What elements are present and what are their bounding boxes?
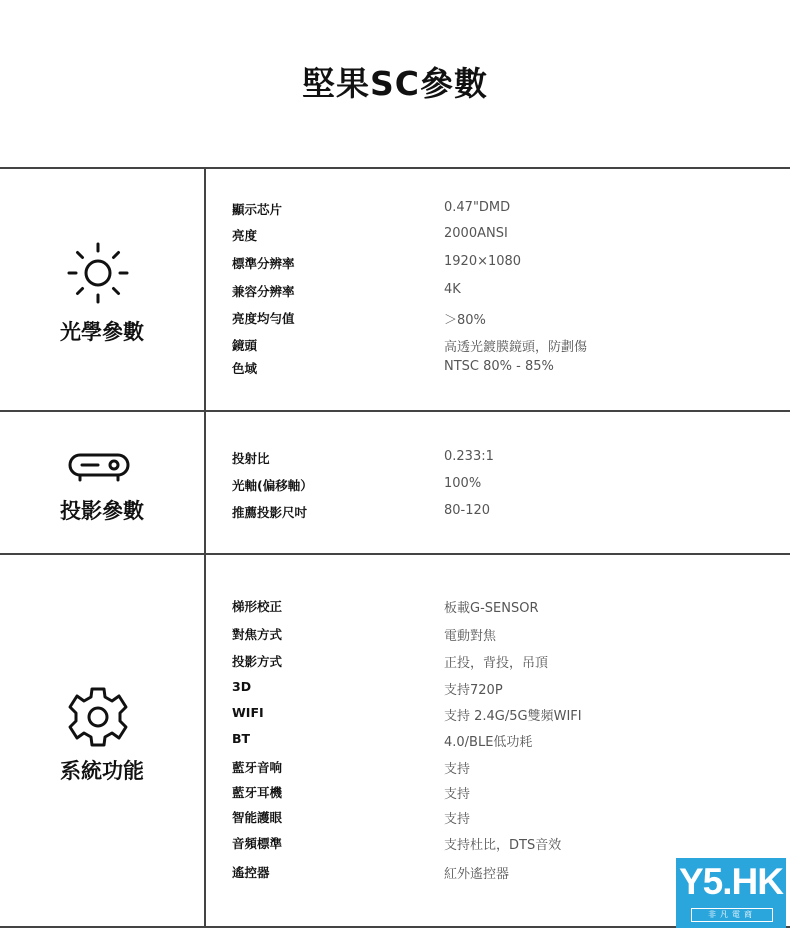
spec-row	[232, 758, 772, 778]
spec-key: 遙控器	[232, 865, 270, 880]
spec-row	[232, 834, 772, 854]
spec-row	[232, 808, 772, 828]
spec-key: 投影方式	[232, 654, 283, 669]
spec-value: 支持	[444, 787, 471, 802]
spec-value: 1920×1080	[444, 254, 522, 269]
spec-key: 梯形校正	[232, 599, 283, 614]
spec-key: 藍牙耳機	[232, 785, 283, 800]
spec-row	[232, 226, 772, 246]
spec-row	[232, 449, 772, 469]
sun-icon	[65, 240, 131, 306]
spec-row	[232, 359, 772, 379]
spec-value: 4K	[444, 282, 461, 297]
spec-row	[232, 597, 772, 617]
spec-key: 音頻標準	[232, 836, 283, 851]
spec-key: 智能護眼	[232, 810, 283, 825]
spec-key: 對焦方式	[232, 627, 283, 642]
spec-row	[232, 254, 772, 274]
spec-value: NTSC 80% - 85%	[444, 359, 554, 374]
spec-value: 4.0/BLE低功耗	[444, 735, 533, 750]
spec-key: 色域	[232, 361, 258, 376]
spec-value: 100%	[444, 476, 482, 491]
spec-row	[232, 625, 772, 645]
spec-value: 80-120	[444, 503, 491, 518]
spec-row	[232, 200, 772, 220]
spec-key: 鏡頭	[232, 338, 258, 353]
spec-value: 支持720P	[444, 683, 503, 698]
projector-icon	[68, 450, 130, 482]
spec-key: 推薦投影尺吋	[232, 505, 308, 520]
section-label-optical: 光學參數	[60, 320, 144, 344]
section-label-projection: 投影參數	[60, 499, 144, 523]
watermark-logo-subtext: 非凡電商	[691, 908, 773, 922]
gear-icon	[64, 683, 132, 751]
spec-row	[232, 309, 772, 329]
column-divider	[204, 167, 206, 928]
spec-value: 電動對焦	[444, 629, 497, 644]
spec-value: 支持	[444, 762, 471, 777]
spec-key: 光軸(偏移軸）	[232, 478, 313, 493]
spec-value: 0.233:1	[444, 449, 494, 464]
spec-key: 兼容分辨率	[232, 284, 295, 299]
watermark-logo-text: Y5.HK	[679, 861, 783, 902]
page-title: 堅果SC參數	[302, 64, 488, 103]
spec-value: 支持杜比，DTS音效	[444, 838, 562, 853]
divider-bottom	[0, 926, 790, 928]
spec-row	[232, 282, 772, 302]
spec-key: BT	[232, 731, 251, 746]
spec-row	[232, 503, 772, 523]
spec-value: ＞80%	[444, 313, 486, 328]
spec-value: 支持 2.4G/5G雙頻WIFI	[444, 709, 582, 724]
spec-row	[232, 731, 772, 751]
watermark-logo	[676, 858, 786, 928]
spec-key: 投射比	[232, 451, 270, 466]
divider-1	[0, 410, 790, 412]
spec-key: 3D	[232, 679, 252, 694]
spec-key: 亮度	[232, 228, 258, 243]
spec-row	[232, 783, 772, 803]
divider-2	[0, 553, 790, 555]
spec-key: 亮度均勻值	[232, 311, 295, 326]
spec-value: 紅外遙控器	[444, 867, 510, 882]
spec-row	[232, 705, 772, 725]
spec-key: 標準分辨率	[232, 256, 295, 271]
spec-value: 2000ANSI	[444, 226, 508, 241]
spec-key: 顯示芯片	[232, 202, 283, 217]
spec-value: 正投，背投，吊頂	[444, 656, 549, 671]
spec-value: 0.47"DMD	[444, 200, 511, 215]
spec-key: WIFI	[232, 705, 264, 720]
spec-row	[232, 336, 772, 356]
section-label-system: 系統功能	[60, 759, 144, 783]
spec-row	[232, 652, 772, 672]
spec-value: 支持	[444, 812, 471, 827]
spec-row	[232, 679, 772, 699]
spec-row	[232, 476, 772, 496]
divider-top	[0, 167, 790, 169]
spec-key: 藍牙音响	[232, 760, 283, 775]
spec-value: 板載G-SENSOR	[444, 601, 539, 616]
spec-value: 高透光鍍膜鏡頭，防劃傷	[444, 340, 588, 355]
